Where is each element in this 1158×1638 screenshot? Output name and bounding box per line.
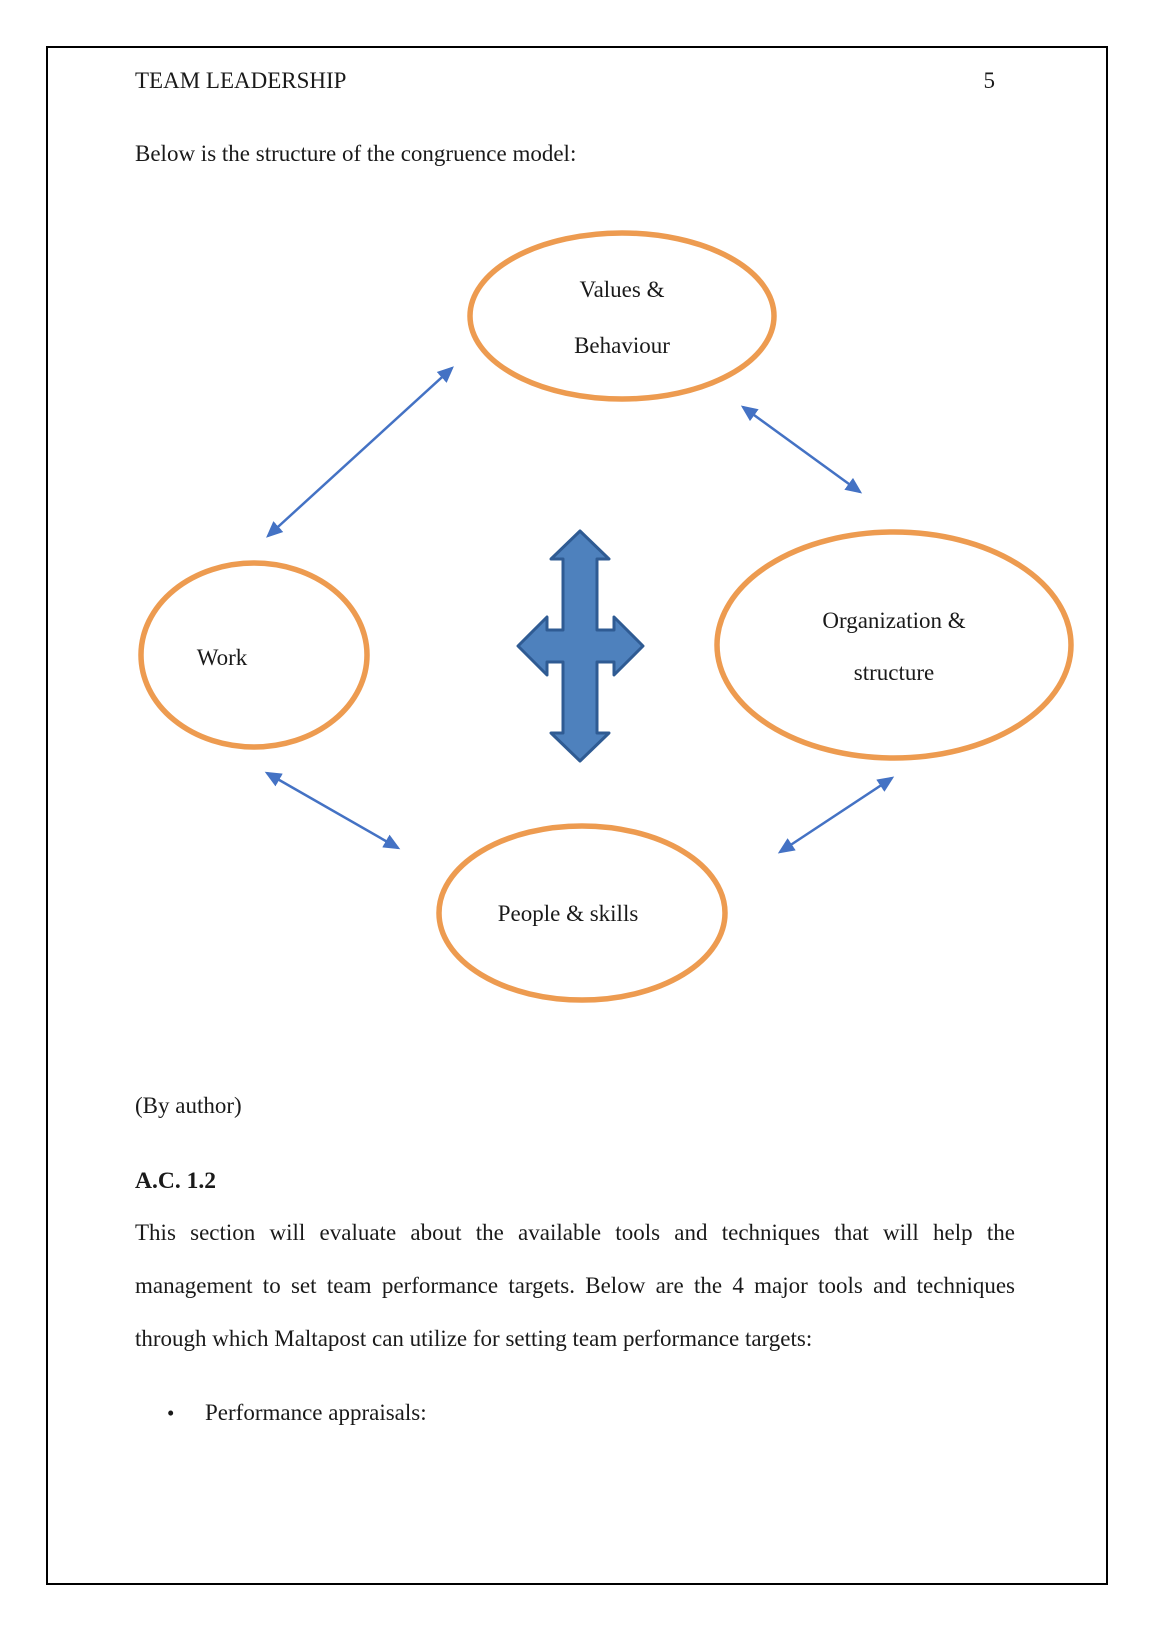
organization-structure-label	[822, 595, 965, 699]
work-label: Work	[196, 645, 248, 670]
page-number: 5	[983, 68, 995, 93]
running-head: TEAM LEADERSHIP	[135, 68, 347, 93]
paragraph-line: management to set team performance targets. Below are the 4 major tools and techniques	[135, 1273, 1015, 1298]
connector-work-values	[268, 368, 452, 536]
intro-text: Below is the structure of the congruence model:	[135, 141, 577, 166]
connector-people-organization	[780, 778, 892, 852]
paragraph-line: through which Maltapost can utilize for setting team performance targets:	[135, 1326, 813, 1351]
bullet-icon: •	[167, 1401, 175, 1425]
connector-work-people	[267, 773, 398, 848]
behaviour-line: Behaviour	[574, 333, 670, 358]
structure-line: structure	[853, 660, 935, 685]
body-paragraph	[135, 1206, 1015, 1365]
values-line: Values &	[579, 277, 665, 302]
values-behaviour-label	[574, 262, 670, 374]
paragraph-line: This section will evaluate about the available tools and techniques that will help the	[135, 1220, 1015, 1245]
section-heading: A.C. 1.2	[135, 1168, 216, 1194]
people-skills-label: People & skills	[497, 901, 639, 926]
bullet-item	[167, 1398, 427, 1428]
connector-values-organization	[743, 407, 860, 492]
four-way-arrow-icon	[518, 531, 643, 761]
organization-line: Organization &	[822, 608, 966, 633]
author-caption: (By author)	[135, 1093, 242, 1118]
work-ellipse	[141, 563, 367, 747]
bullet-text: Performance appraisals:	[205, 1400, 427, 1425]
